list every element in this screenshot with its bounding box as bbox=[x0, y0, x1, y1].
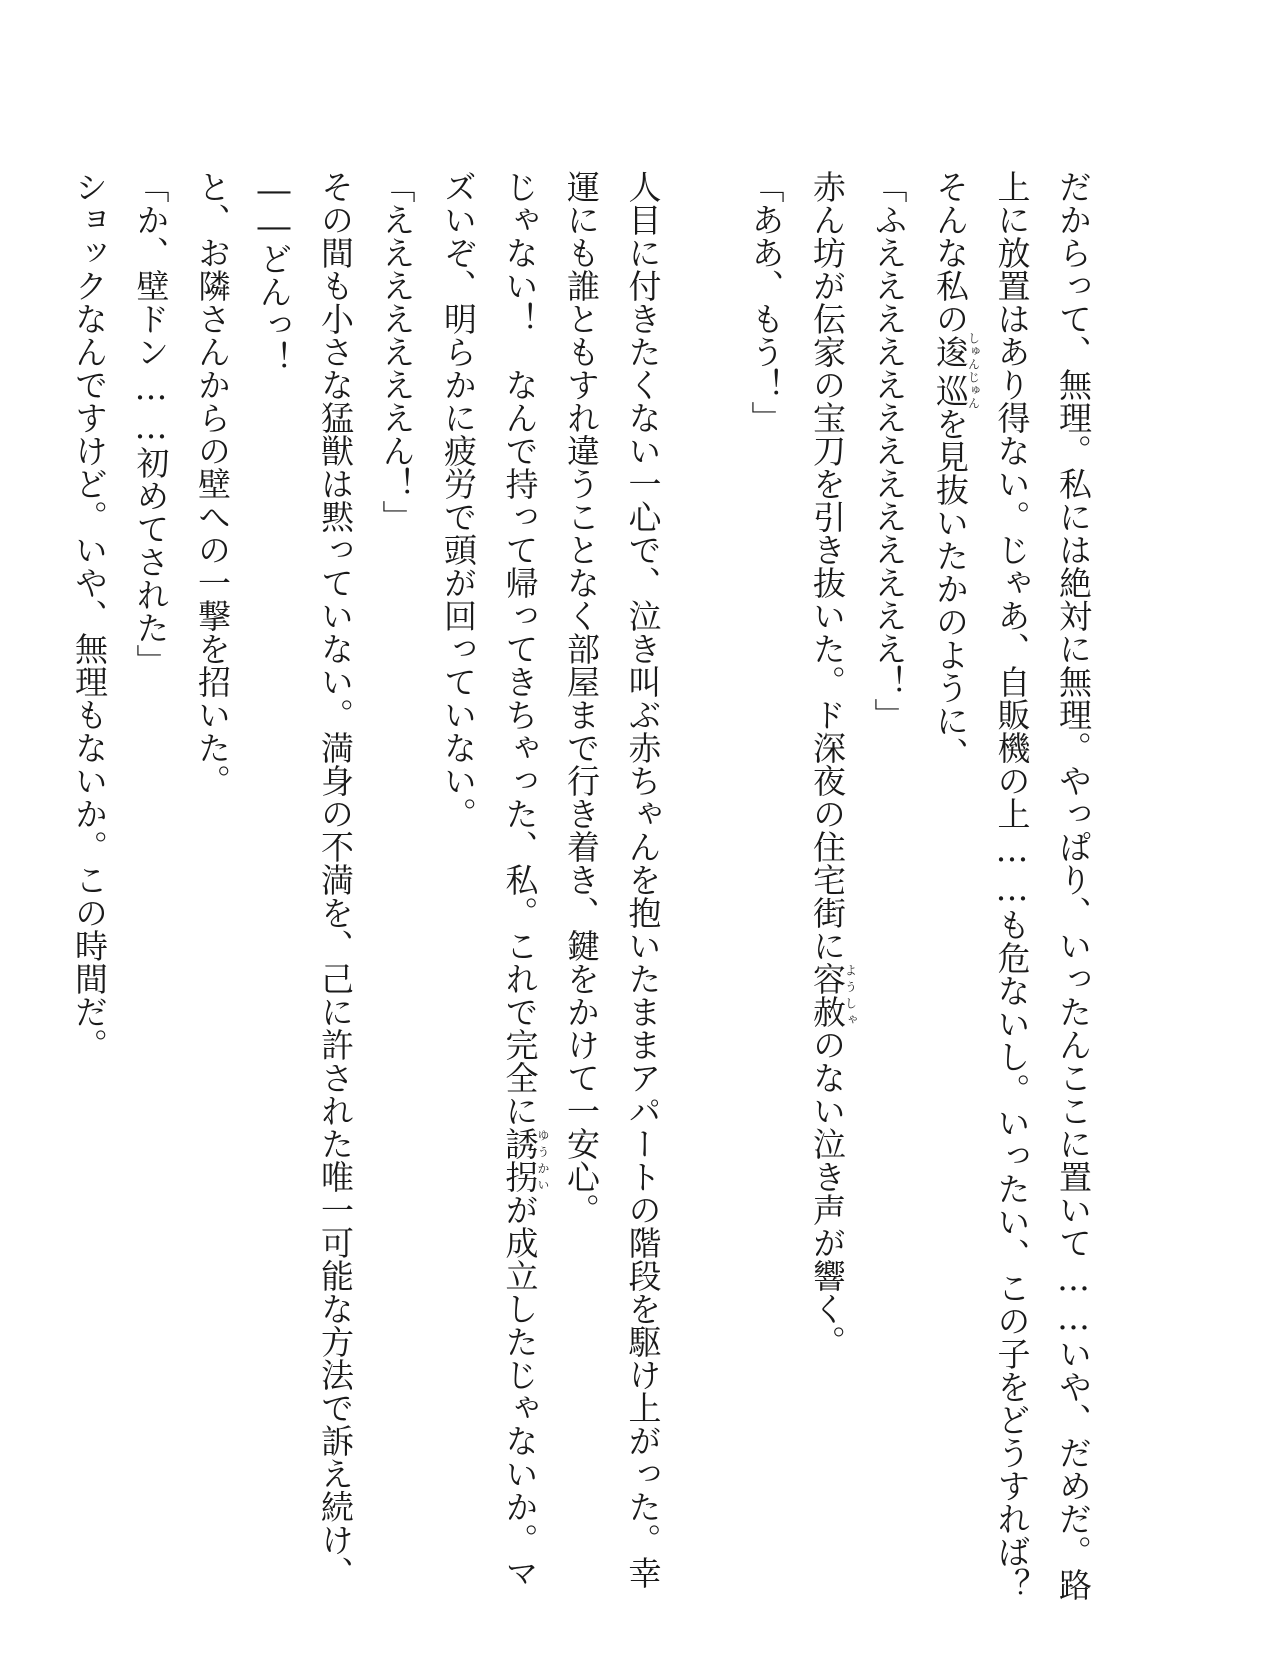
text-line: そんな私の逡巡しゅんじゅんを見抜いたかのように、 bbox=[931, 170, 981, 770]
text-line: ショックなんですけど。いや、無理もないか。この時間だ。 bbox=[70, 170, 109, 1061]
text-line: 人目に付きたくない一心で、泣き叫ぶ赤ちゃんを抱いたままアパートの階段を駆け上がった。幸 bbox=[623, 170, 663, 1589]
ruby-annotation: 容赦ようしゃ bbox=[808, 962, 858, 1028]
text-line bbox=[489, 170, 551, 1589]
ruby-annotation: 逡巡しゅんじゅん bbox=[931, 332, 981, 410]
em-dash: ―― bbox=[254, 170, 294, 242]
text-line: 上に放置はあり得ない。じゃあ、自販機の上……も危ないし。いったい、この子をどうすれば？ bbox=[992, 170, 1032, 1601]
dialogue-line: 「ああ、もう！」 bbox=[746, 170, 786, 434]
dialogue-line: 「えええええええん！」 bbox=[377, 170, 417, 533]
dialogue-line: 「か、壁ドン……初めてされた」 bbox=[131, 170, 171, 677]
paragraph-break bbox=[674, 170, 736, 1510]
text-segment: が成立したじゃないか。マ bbox=[500, 1193, 540, 1589]
text-line: その間も小さな猛獣は黙っていない。満身の不満を、己に許された唯一可能な方法で訴え続け、 bbox=[316, 170, 355, 1589]
text-line: だからって、無理。私には絶対に無理。やっぱり、いったんここに置いて……いや、だめだ。路 bbox=[1054, 170, 1093, 1601]
text-line: 赤ん坊が伝家の宝刀を引き抜いた。ド深夜の住宅街に容赦ようしゃのない泣き声が響く。 bbox=[808, 170, 858, 1358]
vertical-text-body bbox=[59, 170, 1105, 1601]
ruby-annotation: 誘拐ゆうかい bbox=[500, 1127, 550, 1193]
text-segment: じゃない！ なんで持って帰ってきちゃった、私。これで完全に bbox=[500, 170, 540, 1127]
text-line: ――どんっ！ bbox=[254, 170, 294, 374]
text-line: ズいぞ、明らかに疲労で頭が回っていない。 bbox=[439, 170, 478, 830]
dialogue-line: 「ふえええええええええええええ！」 bbox=[869, 170, 909, 731]
text-line: と、お隣さんからの壁への一撃を招いた。 bbox=[193, 170, 232, 797]
text-line: 運にも誰ともすれ違うことなく部屋まで行き着き、鍵をかけて一安心。 bbox=[562, 170, 601, 1226]
